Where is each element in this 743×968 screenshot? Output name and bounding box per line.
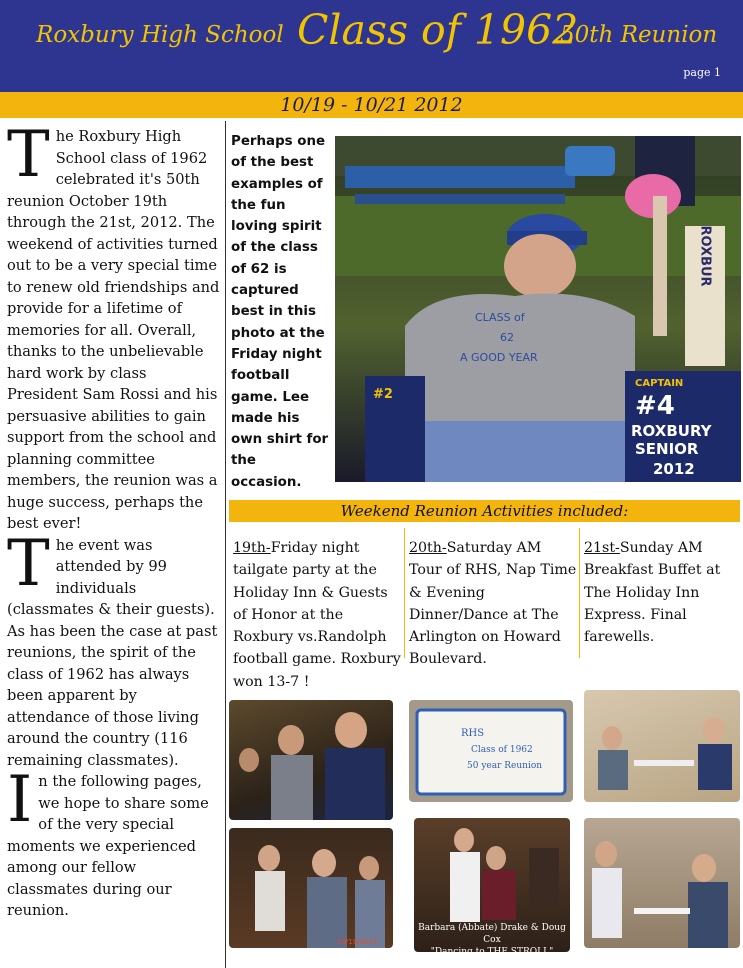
activities-separator: [404, 528, 405, 658]
shirt-text-3: A GOOD YEAR: [460, 351, 538, 364]
paragraph-3-text: n the following pages, we hope to share some of the very special moments we experienced among our fellow classmates during our reunion.: [7, 773, 209, 919]
class-title: Class of 1962: [297, 6, 579, 54]
activity-text: Saturday AM Tour of RHS, Nap Time & Evening Dinner/Dance at The Arlington on Howard Boulevard.: [409, 540, 577, 668]
tailgate-photo: [229, 700, 393, 820]
sign-captain: CAPTAIN: [635, 378, 684, 389]
paragraph-2-text: he event was attended by 99 individuals (classmates & their guests). As has been the case at past reunions, the spirit of the class of 1962 has always been apparent by attendance of those living around the country (116 remaining classmates).: [7, 536, 218, 769]
drop-cap-1: T: [7, 118, 50, 192]
photo-caption: Perhaps one of the best examples of the fun loving spirit of the class of 62 is captured best in this photo at the Friday night football game. Lee made his own shirt for the occasion.: [231, 134, 329, 490]
activity-text: Sunday AM Breakfast Buffet at The Holiday Inn Express. Final farewells.: [584, 540, 721, 646]
activity-date: 19th-: [233, 540, 271, 556]
date-bar: [0, 92, 743, 118]
sign-word-2: SENIOR: [635, 440, 699, 458]
activity-date: 21st-: [584, 540, 620, 556]
masthead: [0, 0, 743, 92]
paragraph-1-text: he Roxbury High School class of 1962 celebrated it's 50th reunion October 19th through the 21st, 2012. The weekend of activities turned out to be a very special time to renew old friendships and provide for a lifetime of memories for all. Overall, thanks to the unbelievable hard work by class President Sam Rossi and his persuasive abilities to gain support from the school and planning committee members, the reunion was a huge success, perhaps the best ever!: [7, 128, 220, 532]
page-number: page 1: [683, 66, 721, 79]
drop-cap-3: I: [7, 763, 33, 837]
activities-separator: [579, 528, 580, 658]
sign-year: 2012: [653, 460, 695, 478]
breakfast-photo: [584, 690, 740, 802]
activities-title: Weekend Reunion Activities included:: [340, 502, 629, 520]
article-column: [7, 118, 220, 922]
activity-text: Friday night tailgate party at the Holiday Inn & Guests of Honor at the Roxbury vs.Randolph football game. Roxbury won 13-7 !: [233, 540, 401, 690]
stroll-caption: [414, 922, 570, 958]
stroll-caption-line-2: "Dancing to THE STROLL": [430, 947, 554, 957]
date-range: 10/19 - 10/21 2012: [280, 94, 463, 116]
shirt-text-1: CLASS of: [475, 311, 525, 324]
photo-date-stamp: 10/19/2012: [337, 938, 378, 946]
farewell-photo: [584, 818, 740, 948]
activity-friday: [233, 537, 401, 693]
left-sign-number: #2: [373, 387, 393, 402]
school-name: Roxbury High School: [36, 22, 284, 48]
paragraph-3: [7, 763, 220, 922]
shirt-text-2: 62: [500, 331, 514, 344]
activities-bar: [229, 500, 740, 522]
activity-sunday: [584, 537, 740, 648]
stroll-caption-line-1: Barbara (Abbate) Drake & Doug Cox: [418, 923, 566, 945]
pillar-text: ROXBUR: [697, 225, 713, 287]
drop-cap-2: T: [7, 526, 50, 601]
cake-line-2: Class of 1962: [471, 745, 533, 755]
column-divider: [225, 121, 226, 968]
activity-saturday: [409, 537, 577, 671]
sign-number: #4: [635, 391, 675, 421]
paragraph-2: [7, 526, 220, 772]
paragraph-1: [7, 118, 220, 535]
cake-photo: [409, 700, 573, 802]
tailgate-photo-2: [229, 828, 393, 948]
main-photo: [335, 136, 741, 482]
sign-word-1: ROXBURY: [631, 422, 712, 440]
reunion-label: 50th Reunion: [560, 22, 718, 48]
activity-date: 20th-: [409, 540, 447, 556]
football-game-photo: [335, 136, 741, 482]
cake-line-3: 50 year Reunion: [467, 761, 543, 771]
cake-line-1: RHS: [461, 728, 485, 739]
